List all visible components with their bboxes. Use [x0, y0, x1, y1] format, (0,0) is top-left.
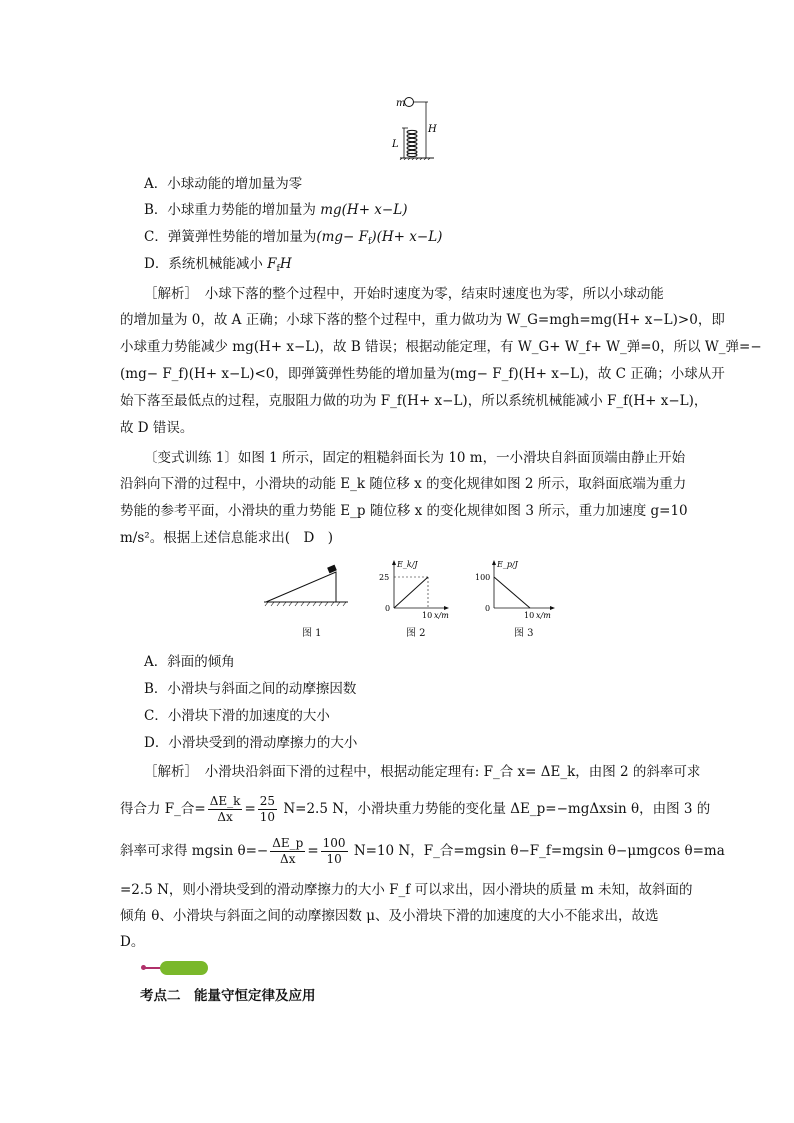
- fraction-denominator: Δx: [217, 810, 233, 824]
- option-b-text: B．小球重力势能的增加量为: [144, 202, 321, 218]
- analysis2-line4: =2.5 N，则小滑块受到的滑动摩擦力的大小 F_f 可以求出，因小滑块的质量 m 未知，故斜面的: [120, 882, 693, 898]
- fraction-denominator: 10: [326, 852, 342, 866]
- option2-a: A．斜面的倾角: [144, 654, 235, 670]
- option-c-sub: f: [368, 237, 372, 247]
- analysis1-line5: 始下落至最低点的过程，克服阻力做的功为 F_f(H+ x−L)，所以系统机械能减小 F_f(H+ x−L)，: [120, 393, 708, 409]
- option-a: A．小球动能的增加量为零: [144, 176, 303, 192]
- option2-b: B．小滑块与斜面之间的动摩擦因数: [144, 681, 357, 697]
- option-d-post: H: [279, 256, 292, 272]
- analysis2-line3-start: 斜率可求得 mgsin θ=−: [120, 843, 269, 859]
- option-b: [144, 200, 407, 220]
- fig3-origin: 0: [485, 604, 491, 613]
- option-c-text: C．弹簧弹性势能的增加量为: [144, 229, 317, 245]
- analysis2-line3-end: N=10 N，F_合=mgsin θ−F_f=mgsin θ−μmgcos θ=ma: [349, 843, 725, 859]
- ek-line: [394, 577, 428, 608]
- spring-ball-figure: [390, 92, 440, 160]
- figure-2-ek-graph: [372, 558, 452, 620]
- fraction-numerator: 25: [259, 794, 276, 808]
- option-d-expr: F: [267, 256, 277, 272]
- fig2-ymax: 25: [379, 573, 390, 582]
- fraction-denominator: 10: [259, 810, 276, 824]
- fig2-xmax: 10: [422, 611, 433, 620]
- fraction-numerator: ΔE_p: [272, 836, 304, 850]
- variant-line4: m/s²。根据上述信息能求出( D ): [120, 530, 334, 546]
- variant-line1: 〔变式训练 1〕如图 1 所示，固定的粗糙斜面长为 10 m，一小滑块自斜面顶端由静止开始: [144, 450, 686, 466]
- figure-3-ep-graph: [472, 558, 558, 620]
- fraction-numerator: ΔE_k: [209, 794, 241, 808]
- analysis2-line2-end: N=2.5 N，小滑块重力势能的变化量 ΔE_p=−mgΔxsin θ，由图 3 的: [279, 801, 711, 817]
- analysis1-line3: 小球重力势能减少 mg(H+ x−L)，故 B 错误；根据动能定理，有 W_G+ W_f+ W_弹=0，所以 W_弹=−: [120, 339, 762, 355]
- mass-label: m: [396, 98, 406, 109]
- option-d-sub: f: [276, 264, 280, 274]
- fig3-ymax: 100: [475, 573, 491, 582]
- fraction-25-10: [258, 794, 277, 825]
- fig3-ylabel: E_p/J: [497, 560, 518, 569]
- analysis2-line5: 倾角 θ、小滑块与斜面之间的动摩擦因数 μ、及小滑块下滑的加速度的大小不能求出，故选: [120, 908, 659, 924]
- analysis1-line1: ［解析］ 小球下落的整个过程中，开始时速度为零，结束时速度也为零，所以小球动能: [144, 286, 664, 302]
- fraction-100-10: [321, 836, 348, 867]
- ep-line: [494, 577, 530, 608]
- section-marker-pill: [160, 961, 208, 975]
- figure-1-caption: 图 1: [302, 628, 322, 639]
- option2-c: C．小滑块下滑的加速度的大小: [144, 708, 330, 724]
- figure-2-caption: 图 2: [406, 628, 426, 639]
- option-d-text: D．系统机械能减小: [144, 256, 268, 272]
- analysis2-line6: D。: [120, 934, 145, 950]
- fraction-dEp-dx: [270, 836, 305, 867]
- analysis1-line6: 故 D 错误。: [120, 420, 194, 436]
- length-label: L: [392, 139, 399, 150]
- fraction-dEk-dx: [208, 794, 243, 825]
- height-label: H: [428, 124, 437, 135]
- option2-d: D．小滑块受到的滑动摩擦力的大小: [144, 735, 358, 751]
- fraction-numerator: 100: [322, 836, 346, 850]
- analysis2-line3: [120, 834, 725, 868]
- option-d: [144, 254, 292, 279]
- analysis2-line2: [120, 792, 710, 826]
- figure-1-incline: [262, 562, 352, 610]
- equals-sign: =: [307, 843, 319, 859]
- analysis1-line4: (mg− F_f)(H+ x−L)<0，即弹簧弹性势能的增加量为(mg− F_f)(H+ x−L)，故 C 正确；小球从开: [120, 366, 725, 382]
- fig3-xlabel: x/m: [536, 611, 551, 620]
- analysis2-line2-start: 得合力 F_合=: [120, 801, 206, 817]
- option-c-expr: (mg− F: [316, 229, 369, 245]
- fig3-xmax: 10: [524, 611, 535, 620]
- analysis2-line1: ［解析］ 小滑块沿斜面下滑的过程中，根据动能定理有: F_合 x= ΔE_k，由图 2 的斜率可求: [144, 764, 701, 780]
- fig2-origin: 0: [385, 604, 391, 613]
- option-c-post: )(H+ x−L): [371, 229, 443, 245]
- variant-line2: 沿斜向下滑的过程中，小滑块的动能 E_k 随位移 x 的变化规律如图 2 所示，取斜面底端为重力: [120, 476, 687, 492]
- analysis1-line2: 的增加量为 0，故 A 正确；小球下落的整个过程中，重力做功为 W_G=mgh=mg(H+ x−L)>0，即: [120, 312, 725, 328]
- fraction-denominator: Δx: [280, 852, 296, 866]
- fig2-xlabel: x/m: [434, 611, 449, 620]
- variant-line3: 势能的参考平面，小滑块的重力势能 E_p 随位移 x 的变化规律如图 3 所示，重力加速度 g=10: [120, 503, 688, 519]
- fig2-ylabel: E_k/J: [397, 560, 418, 569]
- figure-3-caption: 图 3: [514, 628, 534, 639]
- option-b-expr: mg(H+ x−L): [320, 202, 408, 218]
- section-title: 考点二 能量守恒定律及应用: [140, 988, 316, 1004]
- equals-sign: =: [244, 801, 256, 817]
- option-c: [144, 227, 442, 252]
